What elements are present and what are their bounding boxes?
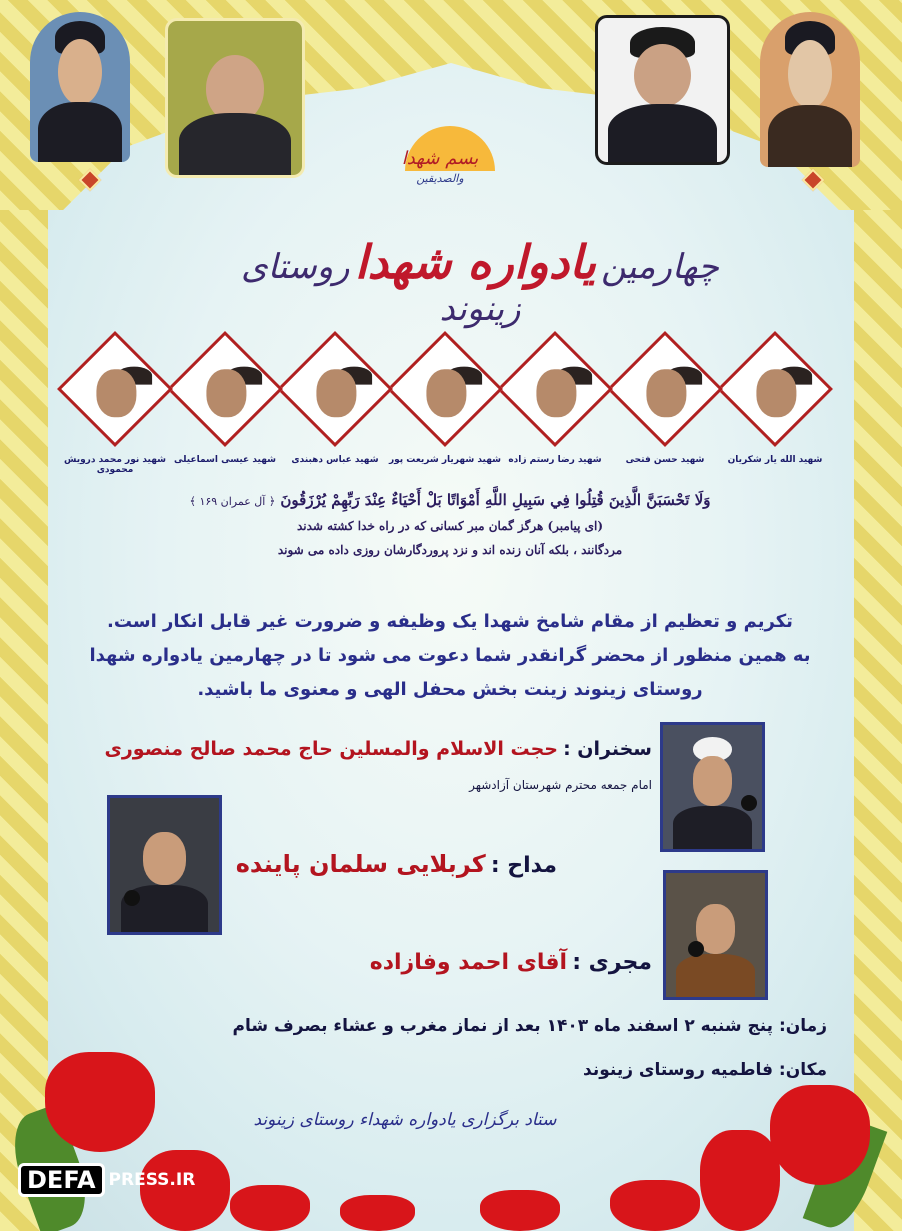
invite-line-1: تکریم و تعظیم از مقام شامخ شهدا یک وظیفه و ضرورت غیر قابل انکار است. [107, 611, 793, 632]
martyr-card [500, 340, 610, 475]
speaker-row [104, 738, 652, 760]
microphone-icon [741, 795, 757, 811]
tulip-flower [45, 1052, 155, 1152]
martyr-name: شهید رضا رستم زاده [508, 455, 602, 465]
speaker-title: امام جمعه محترم شهرستان آزادشهر [469, 778, 652, 792]
event-title [200, 235, 760, 335]
invite-line-3: روستای زینوند زینت بخش محفل الهی و معنوی ما باشید. [197, 679, 703, 700]
martyr-name: شهید شهریار شریعت پور [388, 455, 502, 465]
host-name: آقای احمد وفازاده [369, 950, 568, 975]
microphone-icon [124, 890, 140, 906]
speaker-label: سخنران : [563, 738, 652, 760]
eulogist-name: کربلایی سلمان پاینده [235, 850, 486, 878]
tulip-flower [230, 1185, 310, 1231]
title-part-1: چهارمین [601, 247, 719, 287]
event-logo [350, 118, 530, 188]
martyr-name: شهید نور محمد درویش محمودی [63, 455, 167, 475]
microphone-icon [688, 941, 704, 957]
eulogist-row [236, 850, 557, 878]
organizer-signature: ستاد برگزاری یادواره شهداء روستای زینوند [253, 1110, 557, 1130]
event-place: مکان: فاطمیه روستای زینوند [583, 1060, 827, 1080]
invitation-text [80, 605, 820, 707]
logo-sub-text: والصدیقین [416, 172, 464, 185]
verse-arabic: وَلَا تَحْسَبَنَّ الَّذِينَ قُتِلُوا فِي سَبِيلِ اللَّهِ أَمْوَاتًا بَلْ أَحْيَاءٌ عِنْدَ رَبِّهِمْ يُرْزَقُونَ [280, 491, 711, 509]
speaker-name: حجت الاسلام والمسلین حاج محمد صالح منصوری [104, 738, 558, 760]
martyr-card [280, 340, 390, 475]
verse-reference: ﴿ آل عمران ۱۶۹ ﴾ [189, 495, 276, 508]
event-time: زمان: پنج شنبه ۲ اسفند ماه ۱۴۰۳ بعد از نماز مغرب و عشاء بصرف شام [232, 1016, 827, 1036]
martyr-card [60, 340, 170, 475]
martyr-general-portrait [165, 18, 305, 178]
speaker-photo [660, 722, 765, 852]
press-watermark [18, 1163, 228, 1197]
press-domain: PRESS.IR [108, 1170, 196, 1190]
verse-translation-1: (ای پیامبر) هرگز گمان مبر کسانی که در راه خدا کشته شدند [296, 519, 604, 533]
president-portrait [595, 15, 730, 165]
eulogist-label: مداح : [490, 853, 557, 878]
eulogist-photo [107, 795, 222, 935]
martyr-name: شهید عباس دهبندی [291, 455, 379, 465]
host-row [370, 950, 652, 975]
leader-portrait-2 [760, 12, 860, 167]
host-label: مجری : [572, 950, 652, 975]
tulip-flower [770, 1085, 870, 1185]
martyr-name: شهید حسن فتحی [625, 455, 705, 465]
martyr-card [610, 340, 720, 475]
logo-main-text: بسم شهدا [401, 148, 479, 169]
martyr-card [390, 340, 500, 475]
verse-translation-2: مردگانند ، بلکه آنان زنده اند و نزد پروردگارشان روزی داده می شوند [277, 543, 623, 557]
martyr-name: شهید الله یار شکریان [727, 455, 823, 465]
martyr-name: شهید عیسی اسماعیلی [174, 455, 276, 465]
host-photo [663, 870, 768, 1000]
tulip-flower [480, 1190, 560, 1231]
martyr-card [170, 340, 280, 475]
invite-line-2: به همین منظور از محضر گرانقدر شما دعوت می شود تا در چهارمین یادواره شهدا [89, 645, 811, 666]
leader-portrait-1 [30, 12, 130, 162]
tulip-flower [610, 1180, 700, 1231]
title-part-3: روستای زینوند [241, 247, 521, 329]
tulip-flower [700, 1130, 780, 1231]
quran-verse [170, 490, 730, 557]
press-brand: DEFA [18, 1163, 105, 1197]
martyr-card [720, 340, 830, 475]
martyrs-row [63, 340, 830, 480]
title-part-2: یادواره شهدا [354, 235, 597, 289]
tulip-flower [340, 1195, 415, 1231]
